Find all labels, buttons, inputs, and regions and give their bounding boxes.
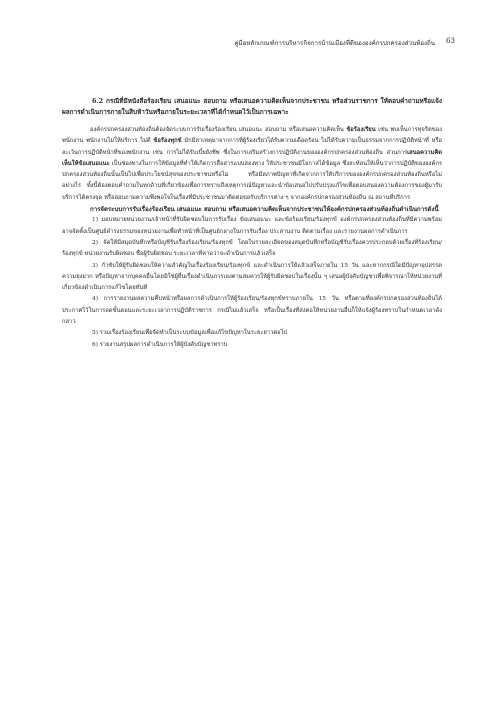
bold-term-suggestion: เสนอความคิดเห็นให้ข้อเสนอแนะ: [62, 149, 442, 167]
list-item: 6) รายงานสรุปผลการดำเนินการให้ผู้บังคับบัญชาทราบ: [92, 341, 228, 348]
paragraph-text: มักมีสาเหตุมาจากการที่ผู้ร้องเรียวได้รับความเดือดร้อน ไม่ได้รับความเป็นธรรมจากการปฏิบัติหน้าที่ หรือละเว้นการปฏิบัติหน้าที่ของพนักงาน เช่น การไม่ได้รับเบี้ยยังชีพ ซึ่งในการเสริมสร้างการปฏิบัติงานขององค์กรปกครองส่วนท้องถิ่น ส่วนการ: [62, 138, 442, 156]
paragraph-text: องค์กรปกครองส่วนท้องถิ่นต้องจัดระบบการรับเรื่องร้องเรียน เสนอแนะ สอบถาม หรือเสนอความคิดเห็น: [90, 127, 347, 133]
list-item: 3) กำชับให้ผู้รับผิดชอบให้ความสำคัญในเรื่องร้องเรียน/ร้องทุกข์ และดำเนินการให้แล้วเสร็จภายใน 15 วัน และหากกรณีใดมีปัญหาอุปสรรค ความยุ่งยาก หรือปัญหาจากบุคคลอื่นโดยมิใช่ผู้ยื่นเรื่องดำเนินการเองตามสมควรให้ผู้รับผิดชอบในเรื่องนั้น ๆ เสนอผู้บังคับบัญชาเพื่อพิจารณาให้หน่วยงานที่เกี่ยวข้องดำเนินการแก้ไขโดยทันที: [62, 262, 442, 292]
paragraph-text: เป็นช่องทางในการให้ข้อมูลที่ทำให้เกิดการสื่อสารแบบสองทาง ให้ประชาชนมีโอกาสได้ข้อมูล ซึ่งสะท้อนให้เห็นว่าการปฏิบัติขององค์กรปกครองส่วนท้องถิ่นนั้นเป็นไปเพื่อประโยชน์สุขของประชาชนหรือไม่ หรือมีสภาพปัญหาที่เกิดจากการให้บริการขององค์กรปกครองส่วนท้องถิ่นหรือไม่ อย่างไร ทั้งนี้ต้องตอบคำถามในทุกด้านที่เกี่ยวข้องเพื่อการทราบถึงเหตุการณ์ปัญหาและนำข้อเสนอไปปรับปรุงแก้ไขเพื่อตอบสนองความต้องการของผู้มารับบริการได้ตรงจุด หรือสอบถามความพึงพอใจในเรื่องที่มีประชาชนมาติดต่อขอรับบริการต่าง ๆ จากองค์กรปกครองส่วนท้องถิ่น ณ สถานที่บริการ: [62, 160, 442, 201]
bold-term-grievance: ข้อร้องทุกข์: [153, 138, 182, 145]
section-heading: 6.2 กรณีที่มีหนังสือร้องเรียน เสนอแนะ สอบถาม หรือเสนอความคิดเห็นจากประชาชน หรือส่วนราชการ ให้ตอบคำถามหรือแจ้งผลการดำเนินการภายในสิบห้าวันหรือภายในระยะเวลาที่ได้กำหนดไว้เป็นการเฉพาะ: [62, 97, 442, 116]
page-body: [62, 96, 442, 351]
paragraph-text: เช่น พบเห็นการทุจริตของพนักงาน พนักงานไม่ให้บริการ ไม่ดี: [62, 127, 442, 145]
bold-term-complaint: ข้อร้องเรียน: [346, 127, 376, 133]
sub-heading: การจัดระบบการรับเรื่องร้องเรียน เสนอแนะ สอบถาม หรือเสนอความคิดเห็นจากประชาชนให้องค์กรปกครองส่วนท้องถิ่นดำเนินการดังนี้: [90, 206, 439, 214]
running-header: คู่มือหลักเกณฑ์การบริหารกิจการบ้านเมืองที่ดีขององค์กรปกครองส่วนท้องถิ่น: [234, 40, 435, 47]
page-number: 63: [446, 37, 455, 45]
list-item: 2) จัดให้มีสมุดบันทึกหรือบัญชีรับเรื่องร้องเรียน/ร้องทุกข์ โดยในรายละเอียดของสมุดบันทึกหรือบัญชีรับเรื่องควรประกอบด้วยเรื่องที่ร้องเรียน/ร้องทุกข์ หน่วยงานรับผิดชอบ ชื่อผู้รับผิดชอบ ระยะเวลาที่คาดว่าจะดำเนินการแล้วเสร็จ: [62, 239, 442, 258]
list-item: 1) มอบหมายหน่วยงาน/เจ้าหน้าที่รับผิดชอบในการรับเรื่อง ข้อเสนอแนะ และข้อร้องเรียน/ร้องทุกข์ องค์กรปกครองส่วนท้องถิ่นที่มีความพร้อมอาจจัดตั้งเป็นศูนย์ดำรงธรรมของหน่วยงานเพื่อทำหน้าที่เป็นศูนย์กลางในการรับเรื่อง ประสานงาน ติดตามเรื่อง และรายงานผลการดำเนินการ: [62, 217, 442, 235]
procedure-list: [62, 215, 442, 351]
list-item: 5) รวมเรื่องร้องเรียนเพื่อจัดทำเป็นระบบข้อมูลเพื่อแก้ไขปัญหาในระยะยาวต่อไป: [92, 330, 288, 337]
list-item: 4) การรายงานผลความคืบหน้าหรือผลการดำเนินการให้ผู้ร้องเรียน/ร้องทุกข์ทราบภายใน 15 วัน หรือตามที่องค์กรปกครองส่วนท้องถิ่นได้ประกาศไว้ในการลดขั้นตอนและระยะเวลาการปฏิบัติราชการ กรณีไม่แล้วเสร็จ หรือเป็นเรื่องที่ส่งต่อให้หน่วยงานอื่นก็ให้แจ้งผู้ร้องทราบในกำหนดเวลาดังกล่าว: [62, 296, 442, 326]
body-paragraph: [62, 125, 442, 204]
